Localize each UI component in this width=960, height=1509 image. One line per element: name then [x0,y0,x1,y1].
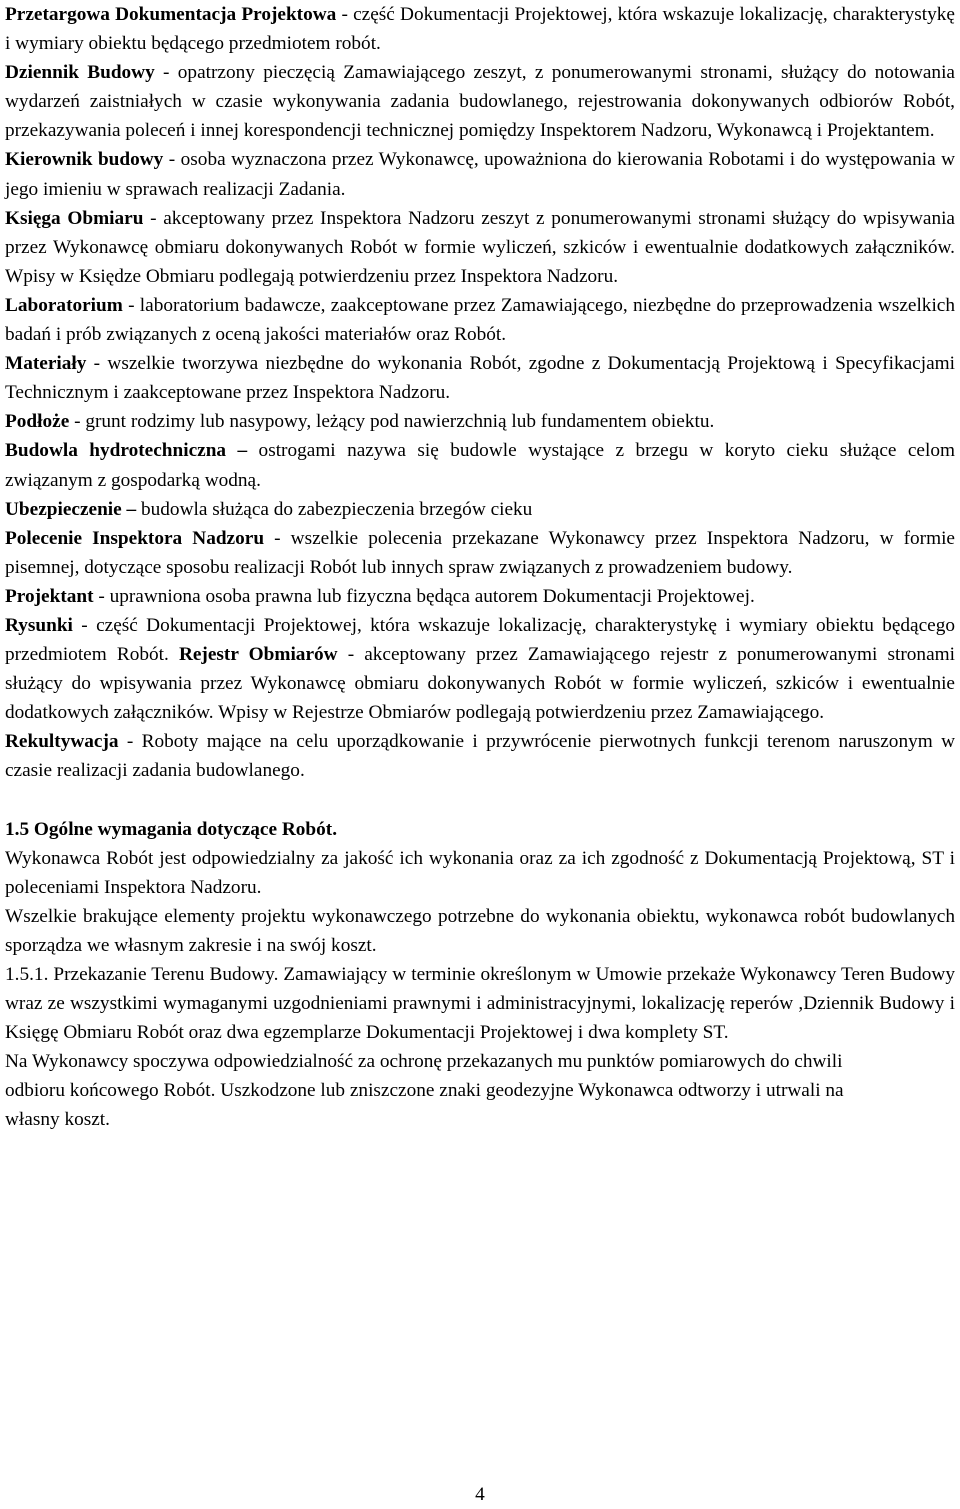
definition-term: Dziennik Budowy [5,62,155,84]
definition-term: Projektant [5,585,94,607]
section-heading: 1.5 Ogólne wymagania dotyczące Robót. [5,818,338,840]
definition-text: - akceptowany przez Inspektora Nadzoru zeszyt z ponumerowanymi stronami służący do wpisywania przez Wykonawcę obmiaru dokonywanych Robót w formie wyliczeń, szkiców i ewentualnie dodatkowych załączników. Wpisy w Księdze Obmiaru podlegają potwierdzeniu przez Inspektora Nadzoru. [5,207,955,287]
section-paragraph: Wykonawca Robót jest odpowiedzialny za jakość ich wykonania oraz za ich zgodność z Dokumentacją Projektową, ST i poleceniami Inspektora Nadzoru. [5,847,955,898]
definition-text: budowla służąca do zabezpieczenia brzegów cieku [136,498,533,520]
definition-text: - opatrzony pieczęcią Zamawiającego zeszyt, z ponumerowanymi stronami, służący do notowania wydarzeń zaistniałych w czasie wykonywania zadania budowlanego, rejestrowania dokonywanych odbiorów Robót, przekazywania poleceń i innej korespondencji technicznej pomiędzy Inspektorem Nadzoru, Wykonawcą i Projektantem. [5,62,955,142]
definition-paragraph [5,349,955,407]
definition-text: - część Dokumentacji Projektowej, która wskazuje lokalizację, charakterystykę i wymiary obiektu będącego przedmiotem Robót. [5,614,955,666]
definition-term: Rekultywacja [5,731,119,753]
definition-text: - akceptowany przez Zamawiającego rejestr z ponumerowanymi stronami służący do wpisywania przez Wykonawcę obmiaru dokonywanych Robót w formie wyliczeń, szkiców i ewentualnie dodatkowych załączników. Wpisy w Rejestrze Obmiarów podlegają potwierdzeniu przez Zamawiającego. [5,644,955,724]
definition-paragraph [5,495,955,524]
section-paragraph: Wszelkie brakujące elementy projektu wykonawczego potrzebne do wykonania obiektu, wykonawca robót budowlanych sporządza we własnym zakresie i na swój koszt. [5,905,955,956]
definition-paragraph [5,58,955,145]
definition-term: Ubezpieczenie – [5,498,137,520]
definition-text: - grunt rodzimy lub nasypowy, leżący pod nawierzchnią lub fundamentem obiektu. [69,411,715,433]
definition-term: Przetargowa Dokumentacja Projektowa [5,4,337,25]
section-paragraph: Na Wykonawcy spoczywa odpowiedzialność za ochronę przekazanych mu punktów pomiarowych do chwili odbioru końcowego Robót. Uszkodzone lub zniszczone znaki geodezyjne Wykonawca odtworzy i utrwali na własny koszt. [5,1051,844,1131]
definition-paragraph [5,204,955,291]
document-page [5,0,955,1135]
definition-paragraph [5,611,955,727]
definition-text: - osoba wyznaczona przez Wykonawcę, upoważniona do kierowania Robotami i do występowania w jego imieniu w sprawach realizacji Zadania. [5,149,956,200]
definition-text: - uprawniona osoba prawna lub fizyczna będąca autorem Dokumentacji Projektowej. [93,585,755,607]
definition-text: - część Dokumentacji Projektowej, która wskazuje lokalizację, charakterystykę i wymiary obiektu będącego przedmiotem robót. [5,4,955,55]
section-paragraph: 1.5.1. Przekazanie Terenu Budowy. Zamawiający w terminie określonym w Umowie przekaże Wykonawcy Teren Budowy wraz ze wszystkimi wymaganymi uzgodnieniami prawnymi i administracyjnymi, lokalizację reperów ,Dziennik Budowy i Księgę Obmiaru Robót oraz dwa egzemplarze Dokumentacji Projektowej i dwa komplety ST. [5,964,955,1044]
definition-paragraph [5,407,955,436]
definition-paragraph [5,145,955,203]
definition-term: Materiały [5,353,87,375]
definition-term: Rejestr Obmiarów [178,644,338,666]
definition-term: Rysunki [5,614,73,636]
definition-paragraph [5,524,955,582]
definition-term: Kierownik budowy [5,149,164,171]
definition-text: - wszelkie polecenia przekazane Wykonawcy przez Inspektora Nadzoru, w formie pisemnej, dotyczące sposobu realizacji Robót lub innych spraw związanych z prowadzeniem budowy. [5,527,955,578]
definition-term: Polecenie Inspektora Nadzoru [5,527,265,549]
definition-text: - laboratorium badawcze, zaakceptowane przez Zamawiającego, niezbędne do przeprowadzenia wszelkich badań i prób związanych z oceną jakości materiałów oraz Robót. [5,294,955,346]
definition-text: ostrogami nazywa się budowle wystające z brzegu w koryto cieku służące celom związanym z gospodarką wodną. [5,440,955,491]
definition-paragraph [5,436,955,494]
definition-text: - wszelkie tworzywa niezbędne do wykonania Robót, zgodne z Dokumentacją Projektową i Specyfikacjami Technicznym i zaakceptowane przez Inspektora Nadzoru. [5,353,955,404]
definition-paragraph [5,291,955,349]
definition-term: Podłoże [5,411,70,433]
definition-term: Laboratorium [5,294,123,316]
definition-paragraph [5,727,955,785]
definition-term: Budowla hydrotechniczna – [5,440,248,462]
page-number: 4 [475,1484,485,1505]
definition-term: Księga Obmiaru [5,207,144,229]
definition-paragraph [5,0,955,58]
definition-text: - Roboty mające na celu uporządkowanie i przywrócenie pierwotnych funkcji terenom naruszonym w czasie realizacji zadania budowlanego. [5,731,955,782]
definition-paragraph [5,582,955,611]
